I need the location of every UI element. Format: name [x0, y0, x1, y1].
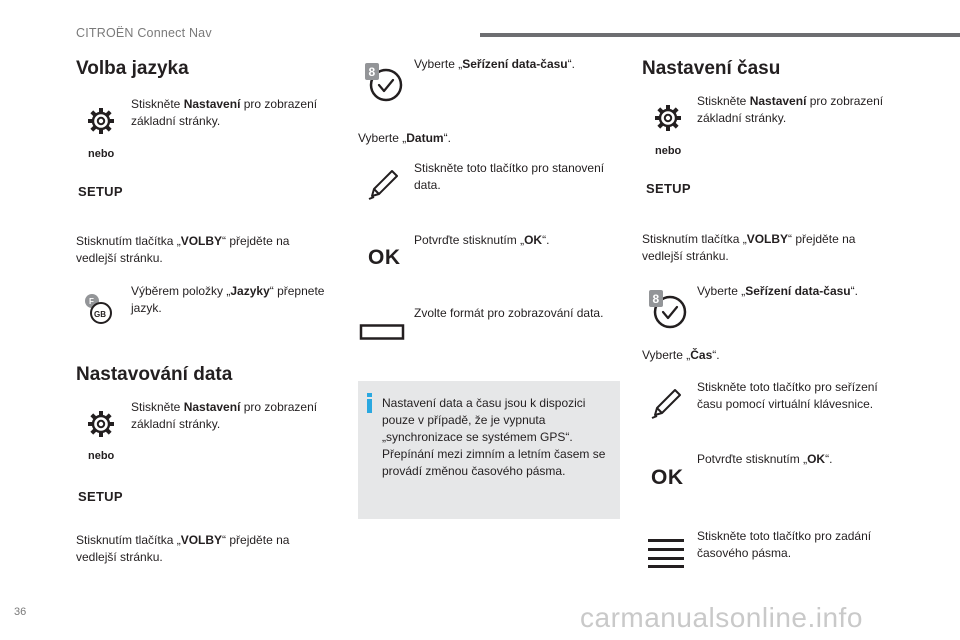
setup-button-label: SETUP [78, 489, 123, 504]
step-text: “. [542, 233, 550, 247]
step-text-bold: Seřízení data-času [462, 57, 568, 71]
pencil-icon [366, 168, 400, 202]
language-flag-icon [83, 293, 115, 325]
page-number: 36 [14, 606, 27, 618]
clock-number: 8 [368, 65, 376, 79]
step-open-settings [131, 399, 331, 433]
step-open-settings [131, 96, 331, 130]
clock-number: 8 [652, 292, 660, 306]
step-text: Potvrďte stisknutím „ [414, 233, 525, 247]
step-text-bold: Nastavení [749, 94, 807, 108]
setup-button-label: SETUP [646, 181, 691, 196]
step-text: Potvrďte stisknutím „ [697, 452, 808, 466]
step-text-bold: Seřízení data-času [745, 284, 851, 298]
step-text-bold: Jazyky [230, 284, 270, 298]
header-rule [480, 33, 960, 37]
section-title-date: Nastavování data [76, 364, 233, 385]
step-text: Vyberte „ [642, 348, 691, 362]
step-text-bold: VOLBY [746, 232, 789, 246]
step-text: Stiskněte [131, 400, 184, 414]
step-text-bold: Čas [690, 348, 713, 362]
step-text: pro zobrazení základní stránky. [697, 94, 884, 125]
step-text: “. [850, 284, 858, 298]
info-icon [367, 399, 372, 413]
info-text: Nastavení data a času jsou k dispozici pouze v případě, že je vypnuta „synchronizace se systémem GPS“. Přepínání mezi zimním a letním časem se provádí změnou časového pásma. [382, 396, 606, 478]
ok-button-label: OK [651, 466, 684, 489]
step-select-date [358, 130, 558, 147]
step-text: pro zobrazení základní stránky. [131, 97, 318, 128]
step-text: “. [825, 452, 833, 466]
step-text: Stisknutím tlačítka „ [642, 232, 747, 246]
step-text: Vyberte „ [697, 284, 746, 298]
pencil-icon [649, 387, 683, 421]
setup-button-label: SETUP [78, 184, 123, 199]
step-text: “ přejděte na vedlejší stránku. [76, 533, 290, 564]
watermark: carmanualsonline.info [580, 602, 863, 633]
running-header: CITROËN Connect Nav [76, 26, 212, 40]
step-text: Stiskněte [131, 97, 184, 111]
step-text: “ přejděte na vedlejší stránku. [76, 234, 290, 265]
gear-icon [87, 410, 115, 438]
step-text-bold: OK [524, 233, 543, 247]
step-confirm [414, 232, 614, 249]
step-text: Vyberte „ [358, 131, 407, 145]
step-text: “. [443, 131, 451, 145]
or-label: nebo [88, 450, 115, 462]
info-icon [367, 393, 372, 397]
step-text: “ přepnete jazyk. [131, 284, 325, 315]
step-options [76, 532, 316, 566]
step-options [76, 233, 316, 267]
step-text: Stiskněte [697, 94, 750, 108]
step-select-language [131, 283, 336, 317]
step-time-zone: Stiskněte toto tlačítko pro zadání časového pásma. [697, 529, 872, 560]
gear-icon [87, 107, 115, 135]
clock-date-time-icon [364, 62, 404, 102]
flag-gb-label: GB [94, 310, 106, 319]
step-text: pro zobrazení základní stránky. [131, 400, 318, 431]
step-text-bold: VOLBY [180, 234, 223, 248]
gear-icon [654, 104, 682, 132]
step-select-datetime [414, 56, 614, 73]
or-label: nebo [88, 148, 115, 160]
step-text-bold: Datum [406, 131, 444, 145]
section-title-language: Volba jazyka [76, 58, 189, 79]
menu-list-icon [648, 538, 684, 568]
step-text: “. [712, 348, 720, 362]
step-text: Stisknutím tlačítka „ [76, 234, 181, 248]
step-text: Stisknutím tlačítka „ [76, 533, 181, 547]
format-selector-icon [360, 324, 404, 340]
step-text-bold: Nastavení [183, 400, 241, 414]
step-text: Výběrem položky „ [131, 284, 231, 298]
step-select-datetime [697, 283, 897, 300]
step-text: Vyberte „ [414, 57, 463, 71]
or-label: nebo [655, 145, 682, 157]
step-date-format: Zvolte formát pro zobrazování data. [414, 306, 604, 320]
step-options [642, 231, 882, 265]
step-text: “ přejděte na vedlejší stránku. [642, 232, 856, 263]
step-text-bold: OK [807, 452, 826, 466]
step-confirm [697, 451, 897, 468]
step-text: “. [567, 57, 575, 71]
section-title-time: Nastavení času [642, 58, 781, 79]
step-open-settings [697, 93, 897, 127]
step-text-bold: Nastavení [183, 97, 241, 111]
step-set-date: Stiskněte toto tlačítko pro stanovení data. [414, 161, 605, 192]
clock-date-time-icon [648, 289, 688, 329]
flag-f-label: F [89, 297, 94, 306]
step-select-time [642, 347, 842, 364]
step-set-time: Stiskněte toto tlačítko pro seřízení času pomocí virtuální klávesnice. [697, 380, 878, 411]
step-text-bold: VOLBY [180, 533, 223, 547]
ok-button-label: OK [368, 246, 401, 269]
